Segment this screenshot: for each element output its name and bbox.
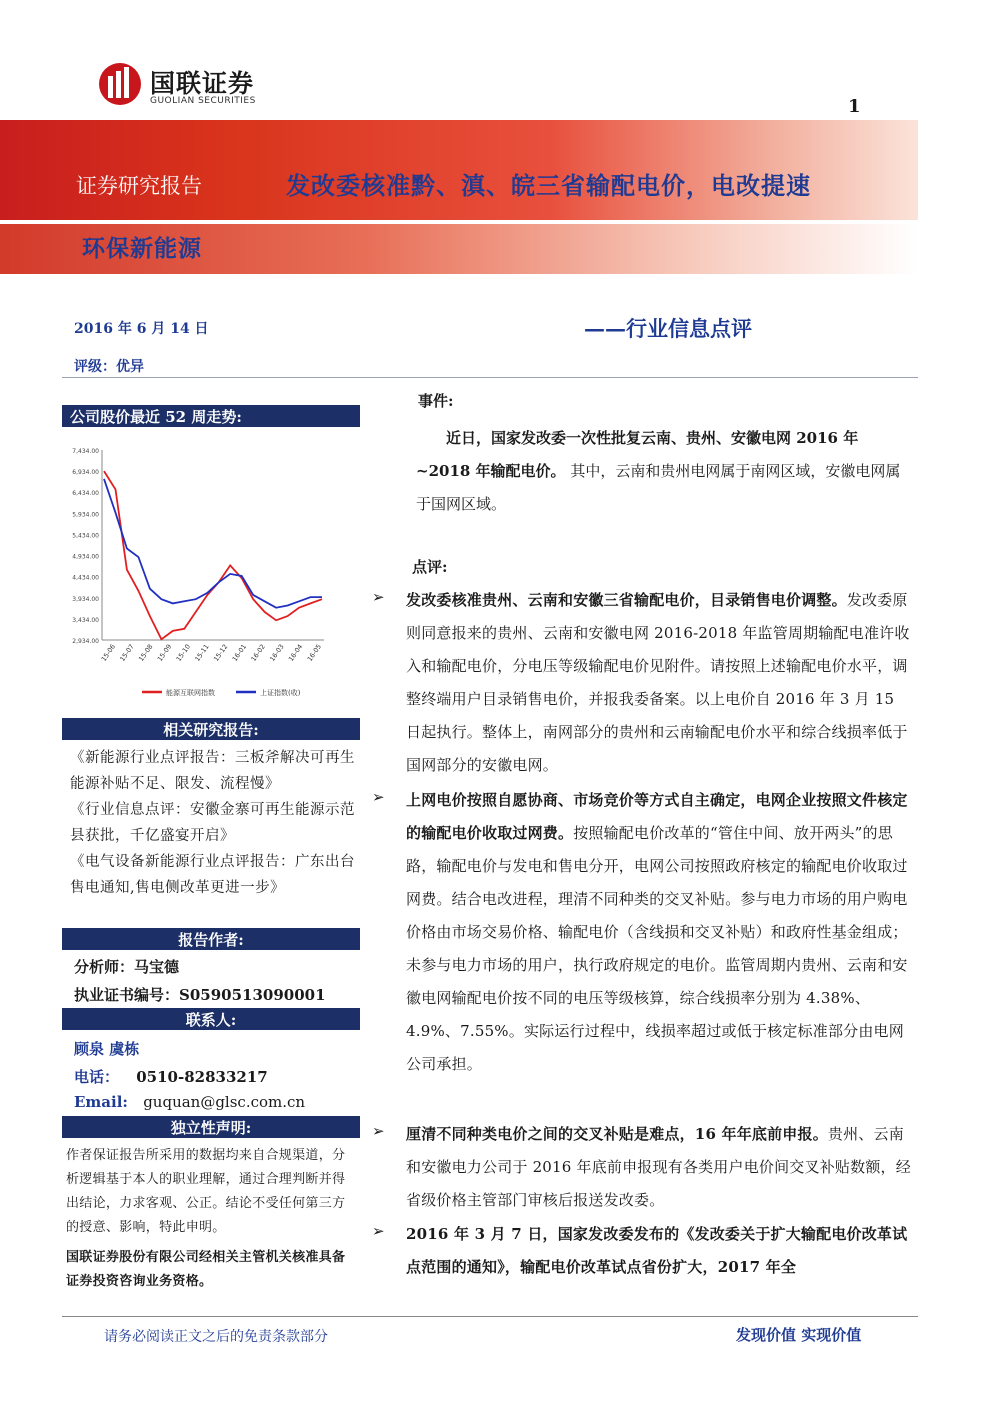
chart-y-tick-label: 6,934.00: [72, 469, 99, 477]
bullet-body: 贵州、云南和安徽电力公司于 2016 年底前申报现有各类用户电价间交叉补贴数额，经省级价格主管部门审核后报送发改委。: [406, 1125, 911, 1209]
chart-heading-bar: [62, 405, 360, 427]
report-subtitle: ——行业信息点评: [584, 316, 752, 341]
rating: 评级：优异: [74, 359, 144, 375]
qualification-statement: 国联证券股份有限公司经相关主管机关核准具备证券投资咨询业务资格。: [66, 1250, 346, 1289]
bullet-arrow-icon: ➢: [372, 1222, 385, 1240]
report-title: 发改委核准黔、滇、皖三省输配电价，电改提速: [286, 171, 811, 200]
stock-chart-svg: [62, 432, 360, 714]
header-rule: [62, 377, 918, 378]
review-bullet-3: [406, 1118, 912, 1217]
review-bullet-1: [406, 584, 912, 782]
chart-legend-label: 上证指数(收): [260, 689, 301, 697]
bullet-arrow-icon: ➢: [372, 788, 385, 806]
phone-row: [74, 1066, 268, 1087]
bullet-arrow-icon: ➢: [372, 588, 385, 606]
chart-x-tick-label: 15-06: [99, 642, 118, 663]
chart-x-tick-label: 15-11: [193, 642, 211, 663]
bullet-lead: 发改委核准贵州、云南和安徽三省输配电价，目录销售电价调整。: [406, 591, 847, 609]
chart-x-tick-label: 16-04: [286, 642, 305, 663]
report-date: 2016 年 6 月 14 日: [74, 321, 209, 337]
sector-label: 环保新能源: [82, 235, 202, 262]
contact-heading-bar: [62, 1008, 360, 1030]
analyst-name: 分析师：马宝德: [74, 958, 180, 976]
independence-statement: 作者保证报告所采用的数据均来自合规渠道，分析逻辑基于本人的职业理解，通过合理判断并得出结论，力求客观、公正。结论不受任何第三方的授意、影响，特此申明。: [66, 1148, 346, 1235]
review-heading: 点评:: [412, 558, 448, 576]
chart-y-tick-label: 4,434.00: [72, 574, 99, 582]
page-number: 1: [848, 96, 861, 117]
email-label: Email:: [74, 1093, 128, 1111]
logo-text-cn: 国联证券: [150, 69, 255, 98]
indep-heading: 独立性声明:: [170, 1119, 252, 1137]
chart-x-tick-label: 16-03: [268, 642, 286, 663]
chart-y-tick-label: 4,934.00: [72, 553, 99, 561]
contact-heading: 联系人:: [185, 1011, 237, 1029]
event-lead: 近日，国家发改委一次性批复云南、贵州、安徽电网 2016 年~2018 年输配电价。: [416, 429, 859, 480]
phone-label: 电话：: [74, 1068, 120, 1086]
chart-heading: 公司股价最近 52 周走势:: [70, 408, 242, 426]
author-heading: 报告作者:: [178, 931, 244, 949]
bullet-lead: 上网电价按照自愿协商、市场竞价等方式自主确定，电网企业按照文件核定的输配电价收取过网费。: [406, 791, 908, 842]
chart-y-tick-label: 2,934.00: [72, 638, 99, 645]
indep-heading-bar: [62, 1116, 360, 1138]
chart-y-tick-label: 3,934.00: [72, 595, 99, 603]
stock-chart: [62, 432, 360, 714]
bullet-body: 发改委原则同意报来的贵州、云南和安徽电网 2016-2018 年监管周期输配电准许收入和输配电价，分电压等级输配电价见附件。请按照上述输配电价水平，调整终端用户目录销售电价，并报我委备案。以上电价自 2016 年 3 月 15 日起执行。整体上，南网部分的贵州和云南输配电价水平和综合线损率低于国网部分的安徽电网。: [406, 591, 910, 774]
chart-legend-label: 能源互联网指数: [166, 689, 215, 697]
related-heading-bar: [62, 718, 360, 740]
chart-y-tick-label: 5,934.00: [72, 511, 99, 519]
email-row: [74, 1093, 305, 1111]
related-report-item[interactable]: 《新能源行业点评报告：三板斧解决可再生能源补贴不足、限发、流程慢》: [70, 750, 355, 792]
chart-x-tick-label: 15-12: [212, 642, 230, 663]
author-heading-bar: [62, 928, 360, 950]
review-bullet-2: [406, 784, 912, 1081]
review-bullet-4: [406, 1218, 912, 1284]
chart-y-tick-label: 3,434.00: [72, 616, 99, 624]
chart-x-tick-label: 15-10: [174, 642, 192, 663]
related-heading: 相关研究报告:: [163, 721, 259, 739]
chart-x-tick-label: 16-02: [249, 642, 267, 663]
phone-number: 0510-82833217: [136, 1068, 268, 1086]
logo-text-en: GUOLIAN SECURITIES: [150, 96, 256, 106]
event-body: 其中，云南和贵州电网属于南网区域，安徽电网属于国网区域。: [416, 462, 901, 513]
chart-y-tick-label: 5,434.00: [72, 532, 99, 540]
chart-x-tick-label: 15-09: [155, 642, 174, 663]
bullet-arrow-icon: ➢: [372, 1122, 385, 1140]
related-report-item[interactable]: 《电气设备新能源行业点评报告：广东出台售电通知,售电侧改革更进一步》: [70, 854, 355, 896]
bullet-lead: 2016 年 3 月 7 日，国家发改委发布的《发改委关于扩大输配电价改革试点范围的通知》，输配电价改革试点省份扩大，2017 年全: [406, 1225, 908, 1276]
chart-x-tick-label: 16-05: [305, 642, 324, 663]
bullet-lead: 厘清不同种类电价之间的交叉补贴是难点，16 年年底前申报。: [406, 1125, 828, 1143]
chart-y-tick-label: 7,434.00: [72, 448, 99, 455]
bullet-body: 按照输配电价改革的“管住中间、放开两头”的思路，输配电价与发电和售电分开，电网公司按照政府核定的输配电价收取过网费。结合电改进程，理清不同种类的交叉补贴。参与电力市场的用户购电价格由市场交易价格、输配电价（含线损和交叉补贴）和政府性基金组成；未参与电力市场的用户，执行政府规定的电价。监管周期内贵州、云南和安徽电网输配电价按不同的电压等级核算，综合线损率分别为 4.38%、4.9%、7.55%。实际运行过程中，线损率超过或低于核定标准部分由电网公司承担。: [406, 824, 908, 1073]
chart-x-tick-label: 15-07: [118, 642, 136, 663]
related-report-item[interactable]: 《行业信息点评：安徽金寨可再生能源示范县获批，千亿盛宴开启》: [70, 802, 355, 844]
footer-rule: [62, 1316, 918, 1317]
cert-number: 执业证书编号：S0590513090001: [74, 986, 326, 1004]
event-paragraph: [416, 422, 912, 521]
company-logo: [98, 62, 298, 112]
event-heading: 事件:: [418, 392, 454, 410]
logo-mark-icon: [98, 62, 142, 106]
footer-slogan: 发现价值 实现价值: [736, 1326, 862, 1344]
contact-names: 顾泉 虞栋: [74, 1040, 140, 1058]
related-reports-list: [70, 745, 358, 901]
chart-y-tick-label: 6,434.00: [72, 490, 99, 498]
footer-disclaimer[interactable]: 请务必阅读正文之后的免责条款部分: [104, 1329, 328, 1345]
chart-x-tick-label: 15-08: [137, 642, 155, 663]
chart-x-tick-label: 16-01: [230, 642, 249, 663]
report-category: 证券研究报告: [76, 174, 202, 198]
email-link[interactable]: guquan@glsc.com.cn: [143, 1093, 306, 1111]
